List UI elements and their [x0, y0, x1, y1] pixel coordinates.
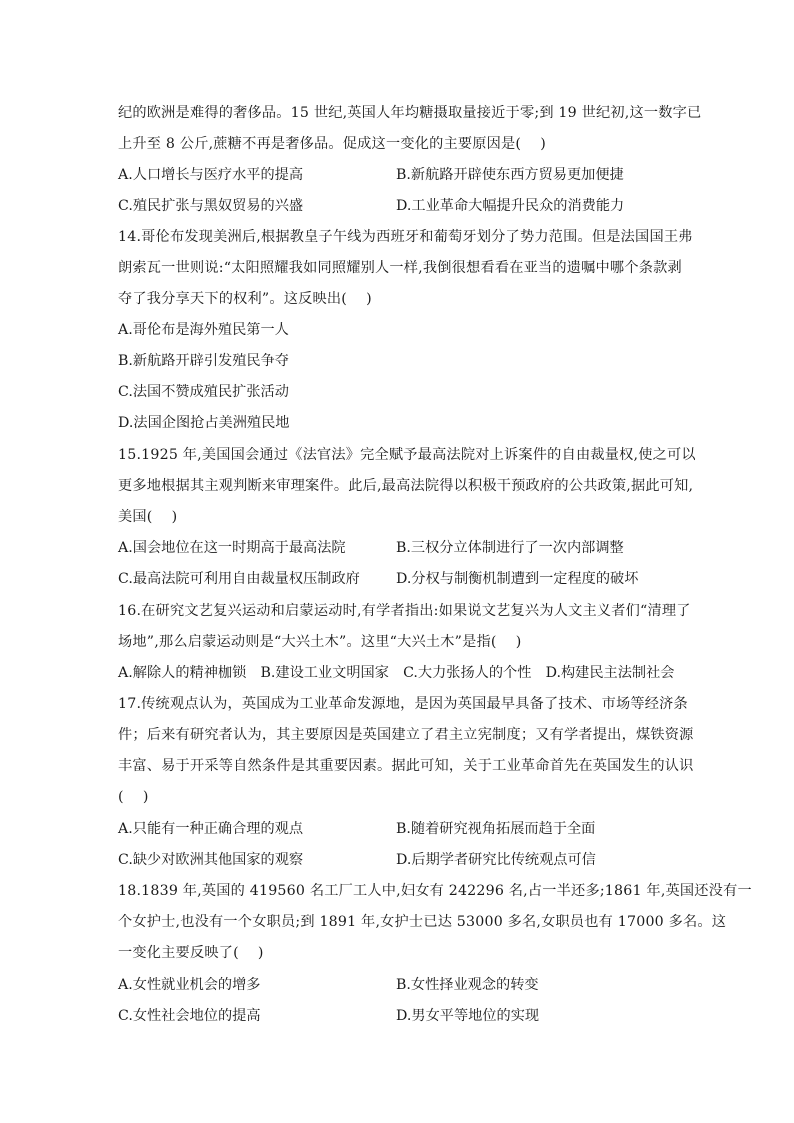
q13-option-a: A.人口增长与医疗水平的提高 [118, 167, 304, 183]
q18-stem-line-1: 18.1839 年,英国的 419560 名工厂工人中,妇女有 242296 名,占一半还多;1861 年,英国还没有一 [118, 883, 752, 899]
q14-option-b: B.新航路开辟引发殖民争夺 [118, 353, 289, 369]
q15-option-d: D.分权与制衡机制遭到一定程度的破坏 [396, 571, 639, 587]
q14-stem-line-1: 14.哥伦布发现美洲后,根据教皇子午线为西班牙和葡萄牙划分了势力范围。但是法国国王弗 [118, 229, 693, 245]
q18-option-c: C.女性社会地位的提高 [118, 1008, 261, 1024]
q18-option-b: B.女性择业观念的转变 [396, 977, 539, 993]
q15-stem-line-3: 美国( ) [118, 509, 178, 525]
q16-stem-line-2: 场地”,那么启蒙运动则是“大兴土木”。这里“大兴土木”是指( ) [118, 634, 522, 650]
q14-stem-line-2: 朗索瓦一世则说:“太阳照耀我如同照耀别人一样,我倒很想看看在亚当的遗嘱中哪个条款剥 [118, 260, 682, 276]
q14-option-c: C.法国不赞成殖民扩张活动 [118, 384, 289, 400]
q18-stem-line-2: 个女护士,也没有一个女职员;到 1891 年,女护士已达 53000 多名,女职员也有 17000 多名。这 [118, 914, 727, 930]
q17-option-a: A.只能有一种正确合理的观点 [118, 821, 304, 837]
q17-stem-line-1: 17.传统观点认为，英国成为工业革命发源地，是因为英国最早具备了技术、市场等经济条 [118, 696, 688, 712]
q14-option-a: A.哥伦布是海外殖民第一人 [118, 322, 289, 338]
q15-stem-line-2: 更多地根据其主观判断来审理案件。此后,最高法院得以积极干预政府的公共政策,据此可知, [118, 478, 694, 494]
q18-option-a: A.女性就业机会的增多 [118, 977, 261, 993]
q13-stem-line-1: 纪的欧洲是难得的奢侈品。15 世纪,英国人年均糖摄取量接近于零;到 19 世纪初,这一数字已 [118, 105, 702, 121]
q14-stem-line-3: 夺了我分享天下的权利”。这反映出( ) [118, 291, 372, 307]
q13-option-d: D.工业革命大幅提升民众的消费能力 [396, 198, 625, 214]
q13-stem-line-2: 上升至 8 公斤,蔗糖不再是奢侈品。促成这一变化的主要原因是( ) [118, 136, 547, 152]
q18-option-d: D.男女平等地位的实现 [396, 1008, 540, 1024]
q15-option-c: C.最高法院可利用自由裁量权压制政府 [118, 571, 360, 587]
q16-stem-line-1: 16.在研究文艺复兴运动和启蒙运动时,有学者指出:如果说文艺复兴为人文主义者们“清理了 [118, 603, 691, 619]
q17-stem-line-3: 丰富、易于开采等自然条件是其重要因素。据此可知，关于工业革命首先在英国发生的认识 [118, 758, 694, 774]
q17-option-b: B.随着研究视角拓展而趋于全面 [396, 821, 596, 837]
q15-option-b: B.三权分立体制进行了一次内部调整 [396, 540, 624, 556]
q17-stem-line-2: 件；后来有研究者认为，其主要原因是英国建立了君主立宪制度；又有学者提出，煤铁资源 [118, 727, 694, 743]
q17-stem-line-4: ( ) [118, 789, 149, 805]
q17-option-c: C.缺少对欧洲其他国家的观察 [118, 852, 304, 868]
q14-option-d: D.法国企图抢占美洲殖民地 [118, 415, 290, 431]
q16-options-line: A.解除人的精神枷锁 B.建设工业文明国家 C.大力张扬人的个性 D.构建民主法制社会 [118, 665, 675, 681]
q17-option-d: D.后期学者研究比传统观点可信 [396, 852, 596, 868]
q13-option-c: C.殖民扩张与黑奴贸易的兴盛 [118, 198, 304, 214]
q15-stem-line-1: 15.1925 年,美国国会通过《法官法》完全赋予最高法院对上诉案件的自由裁量权,使之可以 [118, 447, 696, 463]
q13-option-b: B.新航路开辟使东西方贸易更加便捷 [396, 167, 624, 183]
q18-stem-line-3: 一变化主要反映了( ) [118, 945, 264, 961]
q15-option-a: A.国会地位在这一时期高于最高法院 [118, 540, 346, 556]
